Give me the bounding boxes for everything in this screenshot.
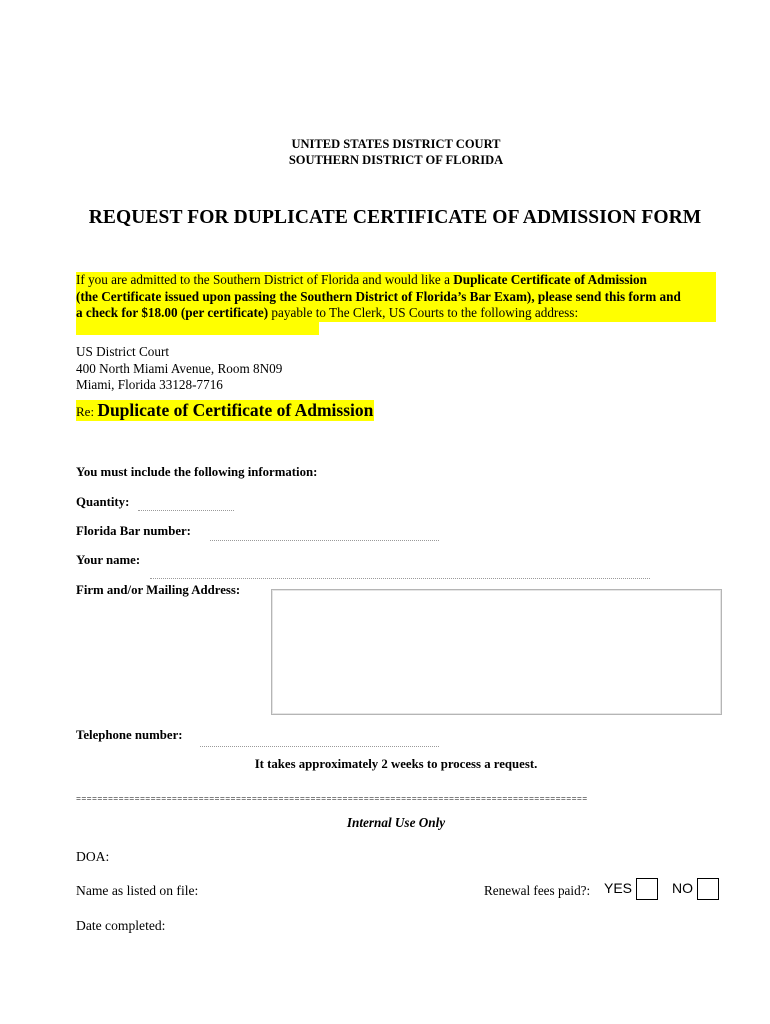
no-checkbox[interactable] xyxy=(697,878,719,900)
internal-use-heading: Internal Use Only xyxy=(346,815,446,830)
intro-bold-1: Duplicate Certificate of Admission xyxy=(453,272,647,287)
court-name: UNITED STATES DISTRICT COURT xyxy=(291,137,501,151)
address-line-3: Miami, Florida 33128-7716 xyxy=(76,377,223,392)
no-label: NO xyxy=(672,880,693,896)
mailing-address xyxy=(76,344,282,394)
district-name: SOUTHERN DISTRICT OF FLORIDA xyxy=(288,153,504,167)
intro-line-3 xyxy=(76,305,716,322)
intro-bold-2: (the Certificate issued upon passing the Southern District of Florida’s Bar Exam), please send this form and xyxy=(76,288,681,304)
intro-line-2 xyxy=(76,289,716,306)
intro-paragraph xyxy=(76,272,716,335)
your-name-field[interactable] xyxy=(150,578,650,579)
telephone-field[interactable] xyxy=(200,746,439,747)
mailing-address-textarea[interactable] xyxy=(271,589,722,715)
form-title: REQUEST FOR DUPLICATE CERTIFICATE OF ADMISSION FORM xyxy=(88,207,702,228)
bar-number-field[interactable] xyxy=(210,540,439,541)
mailing-address-label: Firm and/or Mailing Address: xyxy=(76,583,241,597)
address-line-2: 400 North Miami Avenue, Room 8N09 xyxy=(76,360,283,376)
quantity-field[interactable] xyxy=(138,510,234,511)
re-subject: Duplicate of Certificate of Admission xyxy=(97,400,374,420)
intro-bold-3: a check for $18.00 (per certificate) xyxy=(76,305,269,320)
date-completed-label: Date completed: xyxy=(76,918,166,933)
telephone-label: Telephone number: xyxy=(76,728,183,742)
re-line xyxy=(76,400,374,421)
intro-text-1: If you are admitted to the Southern District of Florida and would like a xyxy=(76,272,454,287)
renewal-fees-label: Renewal fees paid?: xyxy=(484,883,591,898)
name-on-file-label: Name as listed on file: xyxy=(76,883,199,898)
instructions-heading: You must include the following information: xyxy=(76,465,318,479)
intro-line-1 xyxy=(76,272,716,289)
yes-label: YES xyxy=(604,880,633,896)
bar-number-label: Florida Bar number: xyxy=(76,524,191,538)
yes-checkbox[interactable] xyxy=(636,878,658,900)
re-prefix: Re: xyxy=(76,404,98,419)
quantity-label: Quantity: xyxy=(76,495,130,509)
section-separator: ================================================================================================ xyxy=(76,795,588,804)
your-name-label: Your name: xyxy=(76,553,141,567)
doa-label: DOA: xyxy=(76,849,110,864)
address-line-1: US District Court xyxy=(76,344,170,359)
intro-text-3: payable to The Clerk, US Courts to the following address: xyxy=(268,305,579,320)
processing-note: It takes approximately 2 weeks to process a request. xyxy=(254,757,538,771)
intro-highlight-tail xyxy=(76,322,319,335)
